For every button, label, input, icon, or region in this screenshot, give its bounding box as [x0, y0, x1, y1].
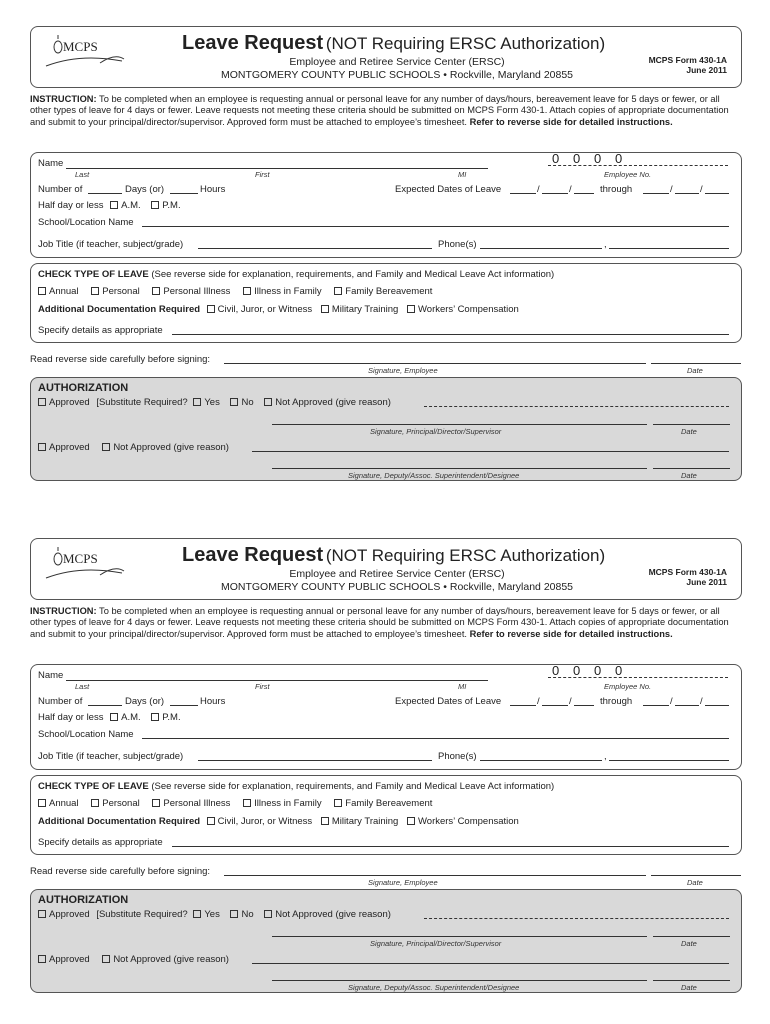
additional-workers: Workers’ Compensation — [417, 816, 519, 827]
employee-no-field[interactable] — [548, 677, 728, 678]
deputy-date-field[interactable] — [653, 468, 730, 469]
date-slash: / — [537, 184, 540, 195]
instruction-label: INSTRUCTION: — [30, 94, 97, 104]
substitute-no-checkbox[interactable] — [230, 910, 238, 918]
instruction-refer: Refer to reverse side for detailed instructions. — [469, 628, 673, 639]
additional-military: Military Training — [331, 304, 399, 315]
illness-family-checkbox[interactable] — [243, 799, 251, 807]
number-of-label: Number of — [38, 184, 83, 195]
leave-type-annual: Annual — [49, 798, 79, 809]
additional-civil: Civil, Juror, or Witness — [217, 304, 313, 315]
civil-juror-checkbox[interactable] — [207, 305, 215, 313]
pm-checkbox[interactable] — [151, 713, 159, 721]
title-rest: (NOT Requiring ERSC Authorization) — [325, 34, 606, 53]
number-of-label: Number of — [38, 696, 83, 707]
approval-row-2 — [38, 442, 229, 453]
annual-checkbox[interactable] — [38, 287, 46, 295]
employee-date-field[interactable] — [651, 363, 741, 364]
name-field[interactable] — [66, 680, 488, 681]
check-type-label: CHECK TYPE OF LEAVE — [38, 269, 149, 280]
check-type-note: (See reverse side for explanation, requirements, and Family and Medical Leave Act information) — [151, 781, 555, 792]
bereavement-checkbox[interactable] — [334, 287, 342, 295]
read-reverse-label: Read reverse side carefully before signing: — [30, 866, 211, 877]
form-number: MCPS Form 430-1A — [648, 567, 727, 577]
expected-dates-label: Expected Dates of Leave — [395, 184, 502, 195]
not-approved-reason-field[interactable] — [424, 918, 729, 919]
am-label: A.M. — [121, 712, 141, 723]
specify-field[interactable] — [172, 334, 729, 335]
hours-field[interactable] — [170, 705, 198, 706]
additional-military: Military Training — [331, 816, 399, 827]
logo-text: MCPS — [63, 551, 98, 566]
additional-civil: Civil, Juror, or Witness — [217, 816, 313, 827]
end-date-year[interactable] — [705, 705, 729, 706]
signature-employee-caption: Signature, Employee — [368, 878, 438, 887]
additional-workers: Workers’ Compensation — [417, 304, 519, 315]
phone-field-2[interactable] — [609, 760, 729, 761]
not-approved-2-checkbox[interactable] — [102, 955, 110, 963]
authorization-label: AUTHORIZATION — [38, 382, 129, 394]
leave-type-personal-illness: Personal Illness — [163, 286, 231, 297]
days-field[interactable] — [88, 705, 122, 706]
name-field[interactable] — [66, 168, 488, 169]
additional-doc-row — [38, 816, 519, 827]
substitute-no-checkbox[interactable] — [230, 398, 238, 406]
not-approved-label: Not Approved (give reason) — [275, 909, 391, 920]
military-checkbox[interactable] — [321, 817, 329, 825]
leave-type-illness-family: Illness in Family — [254, 286, 322, 297]
leave-type-personal: Personal — [102, 798, 140, 809]
pm-label: P.M. — [162, 200, 181, 211]
phone-label: Phone(s) — [438, 239, 477, 250]
additional-doc-label: Additional Documentation Required — [38, 816, 201, 827]
subtitle-mcps: MONTGOMERY COUNTY PUBLIC SCHOOLS • Rockville, Maryland 20855 — [220, 581, 574, 593]
last-caption: Last — [75, 682, 90, 691]
phone-field-1[interactable] — [480, 248, 602, 249]
signature-deputy-caption: Signature, Deputy/Assoc. Superintendent/Designee — [348, 471, 520, 480]
specify-label: Specify details as appropriate — [38, 325, 163, 336]
subtitle-mcps: MONTGOMERY COUNTY PUBLIC SCHOOLS • Rockville, Maryland 20855 — [220, 69, 574, 81]
employee-no-digit: 0 — [615, 151, 623, 166]
substitute-label: [Substitute Required? — [96, 909, 188, 920]
employee-no-digit: 0 — [552, 663, 560, 678]
date-caption: Date — [687, 878, 703, 887]
form-date: June 2011 — [686, 65, 727, 75]
date-slash: / — [569, 184, 572, 195]
specify-label: Specify details as appropriate — [38, 837, 163, 848]
personal-illness-checkbox[interactable] — [152, 799, 160, 807]
approved-label: Approved — [49, 909, 90, 920]
date-caption: Date — [681, 427, 697, 436]
half-day-label: Half day or less — [38, 712, 104, 723]
not-approved-checkbox[interactable] — [264, 910, 272, 918]
leave-type-row — [38, 286, 432, 297]
substitute-yes-checkbox[interactable] — [193, 910, 201, 918]
mi-caption: MI — [458, 170, 467, 179]
deputy-signature-field[interactable] — [272, 468, 647, 469]
end-date-month[interactable] — [643, 705, 669, 706]
job-title-label: Job Title (if teacher, subject/grade) — [38, 751, 184, 762]
first-caption: First — [255, 682, 270, 691]
employee-no-field[interactable] — [548, 165, 728, 166]
job-title-field[interactable] — [198, 760, 432, 761]
not-approved-2-reason-field[interactable] — [252, 451, 729, 452]
employee-signature-field[interactable] — [224, 875, 646, 876]
not-approved-2-label: Not Approved (give reason) — [113, 954, 229, 965]
start-date-year[interactable] — [574, 705, 594, 706]
approved-checkbox[interactable] — [38, 398, 46, 406]
job-title-field[interactable] — [198, 248, 432, 249]
personal-checkbox[interactable] — [91, 799, 99, 807]
date-slash: / — [700, 696, 703, 707]
leave-type-row — [38, 798, 432, 809]
date-slash: / — [569, 696, 572, 707]
leave-type-illness-family: Illness in Family — [254, 798, 322, 809]
logo-text: MCPS — [63, 39, 98, 54]
principal-date-field[interactable] — [653, 424, 730, 425]
leave-type-personal-illness: Personal Illness — [163, 798, 231, 809]
employee-signature-field[interactable] — [224, 363, 646, 364]
date-slash: / — [670, 184, 673, 195]
phone-label: Phone(s) — [438, 751, 477, 762]
mi-caption: MI — [458, 682, 467, 691]
hours-field[interactable] — [170, 193, 198, 194]
employee-no-digit: 0 — [594, 663, 602, 678]
school-location-label: School/Location Name — [38, 729, 134, 740]
additional-doc-label: Additional Documentation Required — [38, 304, 201, 315]
civil-juror-checkbox[interactable] — [207, 817, 215, 825]
pm-checkbox[interactable] — [151, 201, 159, 209]
through-label: through — [600, 184, 633, 195]
approved-label: Approved — [49, 397, 90, 408]
pm-label: P.M. — [162, 712, 181, 723]
first-caption: First — [255, 170, 270, 179]
employee-no-digit: 0 — [615, 663, 623, 678]
principal-date-field[interactable] — [653, 936, 730, 937]
not-approved-label: Not Approved (give reason) — [275, 397, 391, 408]
start-date-year[interactable] — [574, 193, 594, 194]
read-reverse-label: Read reverse side carefully before signing: — [30, 354, 211, 365]
subtitle-ersc: Employee and Retiree Service Center (ERSC) — [289, 56, 505, 68]
instructions — [30, 606, 742, 640]
not-approved-reason-field[interactable] — [424, 406, 729, 407]
check-type-heading — [38, 781, 554, 792]
employee-no-digit: 0 — [552, 151, 560, 166]
illness-family-checkbox[interactable] — [243, 287, 251, 295]
date-caption: Date — [681, 983, 697, 992]
specify-field[interactable] — [172, 846, 729, 847]
hours-label: Hours — [200, 696, 226, 707]
employee-no-digit: 0 — [573, 151, 581, 166]
workers-comp-checkbox[interactable] — [407, 817, 415, 825]
approved-2-checkbox[interactable] — [38, 955, 46, 963]
instruction-text: To be completed when an employee is requesting annual or personal leave for any number of days/hours, bereavement leave for 5 days or fewer, or all other types of leave for 4 days or fewer. Leave requests not meeting these criteria should be submitted on MCPS Form 430-1. Attach copies of appropriate documentation and submit to your principal/director/supervisor. Approved form must be attached to employee’s timesheet. — [30, 606, 729, 639]
start-date-day[interactable] — [542, 705, 568, 706]
deputy-signature-field[interactable] — [272, 980, 647, 981]
authorization-label: AUTHORIZATION — [38, 894, 129, 906]
date-caption: Date — [681, 471, 697, 480]
additional-doc-row — [38, 304, 519, 315]
signature-employee-caption: Signature, Employee — [368, 366, 438, 375]
expected-dates-label: Expected Dates of Leave — [395, 696, 502, 707]
end-date-year[interactable] — [705, 193, 729, 194]
instruction-label: INSTRUCTION: — [30, 606, 97, 616]
half-day-row — [38, 712, 181, 723]
leave-type-bereavement: Family Bereavement — [345, 798, 433, 809]
end-date-day[interactable] — [675, 705, 699, 706]
last-caption: Last — [75, 170, 90, 179]
date-slash: / — [670, 696, 673, 707]
name-label: Name — [38, 158, 64, 169]
yes-label: Yes — [204, 397, 220, 408]
start-date-month[interactable] — [510, 193, 536, 194]
instruction-refer: Refer to reverse side for detailed instructions. — [469, 116, 673, 127]
personal-illness-checkbox[interactable] — [152, 287, 160, 295]
check-type-label: CHECK TYPE OF LEAVE — [38, 781, 149, 792]
date-caption: Date — [687, 366, 703, 375]
leave-request-form-bottom — [0, 512, 770, 997]
days-or-label: Days (or) — [125, 184, 165, 195]
bereavement-checkbox[interactable] — [334, 799, 342, 807]
substitute-label: [Substitute Required? — [96, 397, 188, 408]
not-approved-checkbox[interactable] — [264, 398, 272, 406]
date-caption: Date — [681, 939, 697, 948]
phone-field-1[interactable] — [480, 760, 602, 761]
approved-checkbox[interactable] — [38, 910, 46, 918]
no-label: No — [241, 397, 254, 408]
end-date-day[interactable] — [675, 193, 699, 194]
annual-checkbox[interactable] — [38, 799, 46, 807]
title-rest: (NOT Requiring ERSC Authorization) — [325, 546, 606, 565]
form-date: June 2011 — [686, 577, 727, 587]
am-checkbox[interactable] — [110, 201, 118, 209]
not-approved-2-label: Not Approved (give reason) — [113, 442, 229, 453]
personal-checkbox[interactable] — [91, 287, 99, 295]
date-slash: / — [700, 184, 703, 195]
signature-deputy-caption: Signature, Deputy/Assoc. Superintendent/Designee — [348, 983, 520, 992]
principal-signature-field[interactable] — [272, 424, 647, 425]
school-location-field[interactable] — [142, 226, 729, 227]
form-number: MCPS Form 430-1A — [648, 55, 727, 65]
signature-principal-caption: Signature, Principal/Director/Supervisor — [370, 427, 502, 436]
subtitle-ersc: Employee and Retiree Service Center (ERSC) — [289, 568, 505, 580]
school-location-label: School/Location Name — [38, 217, 134, 228]
start-date-day[interactable] — [542, 193, 568, 194]
substitute-yes-checkbox[interactable] — [193, 398, 201, 406]
approval-row — [38, 909, 391, 920]
military-checkbox[interactable] — [321, 305, 329, 313]
yes-label: Yes — [204, 909, 220, 920]
employee-no-digit: 0 — [594, 151, 602, 166]
employee-no-caption: Employee No. — [604, 170, 652, 179]
employee-no-caption: Employee No. — [604, 682, 652, 691]
days-field[interactable] — [88, 193, 122, 194]
title-bold: Leave Request — [182, 32, 324, 54]
hours-label: Hours — [200, 184, 226, 195]
check-type-heading — [38, 269, 554, 280]
employee-no-digit: 0 — [573, 663, 581, 678]
phone-separator: , — [604, 239, 607, 250]
job-title-label: Job Title (if teacher, subject/grade) — [38, 239, 184, 250]
leave-type-bereavement: Family Bereavement — [345, 286, 433, 297]
form-title — [182, 544, 605, 567]
leave-type-personal: Personal — [102, 286, 140, 297]
half-day-label: Half day or less — [38, 200, 104, 211]
through-label: through — [600, 696, 633, 707]
phone-field-2[interactable] — [609, 248, 729, 249]
instructions — [30, 94, 742, 128]
approved-2-label: Approved — [49, 954, 90, 965]
instruction-text: To be completed when an employee is requesting annual or personal leave for any number of days/hours, bereavement leave for 5 days or fewer, or all other types of leave for 4 days or fewer. Leave requests not meeting these criteria should be submitted on MCPS Form 430-1. Attach copies of appropriate documentation and submit to your principal/director/supervisor. Approved form must be attached to employee’s timesheet. — [30, 94, 729, 127]
approved-2-checkbox[interactable] — [38, 443, 46, 451]
signature-principal-caption: Signature, Principal/Director/Supervisor — [370, 939, 502, 948]
am-label: A.M. — [121, 200, 141, 211]
form-title — [182, 32, 605, 55]
check-type-note: (See reverse side for explanation, requirements, and Family and Medical Leave Act information) — [151, 269, 555, 280]
phone-separator: , — [604, 751, 607, 762]
date-slash: / — [537, 696, 540, 707]
title-bold: Leave Request — [182, 544, 324, 566]
approval-row-2 — [38, 954, 229, 965]
end-date-month[interactable] — [643, 193, 669, 194]
leave-type-annual: Annual — [49, 286, 79, 297]
not-approved-2-reason-field[interactable] — [252, 963, 729, 964]
deputy-date-field[interactable] — [653, 980, 730, 981]
leave-request-form-top — [0, 0, 770, 485]
employee-date-field[interactable] — [651, 875, 741, 876]
start-date-month[interactable] — [510, 705, 536, 706]
am-checkbox[interactable] — [110, 713, 118, 721]
principal-signature-field[interactable] — [272, 936, 647, 937]
workers-comp-checkbox[interactable] — [407, 305, 415, 313]
approved-2-label: Approved — [49, 442, 90, 453]
name-label: Name — [38, 670, 64, 681]
not-approved-2-checkbox[interactable] — [102, 443, 110, 451]
days-or-label: Days (or) — [125, 696, 165, 707]
school-location-field[interactable] — [142, 738, 729, 739]
no-label: No — [241, 909, 254, 920]
half-day-row — [38, 200, 181, 211]
approval-row — [38, 397, 391, 408]
